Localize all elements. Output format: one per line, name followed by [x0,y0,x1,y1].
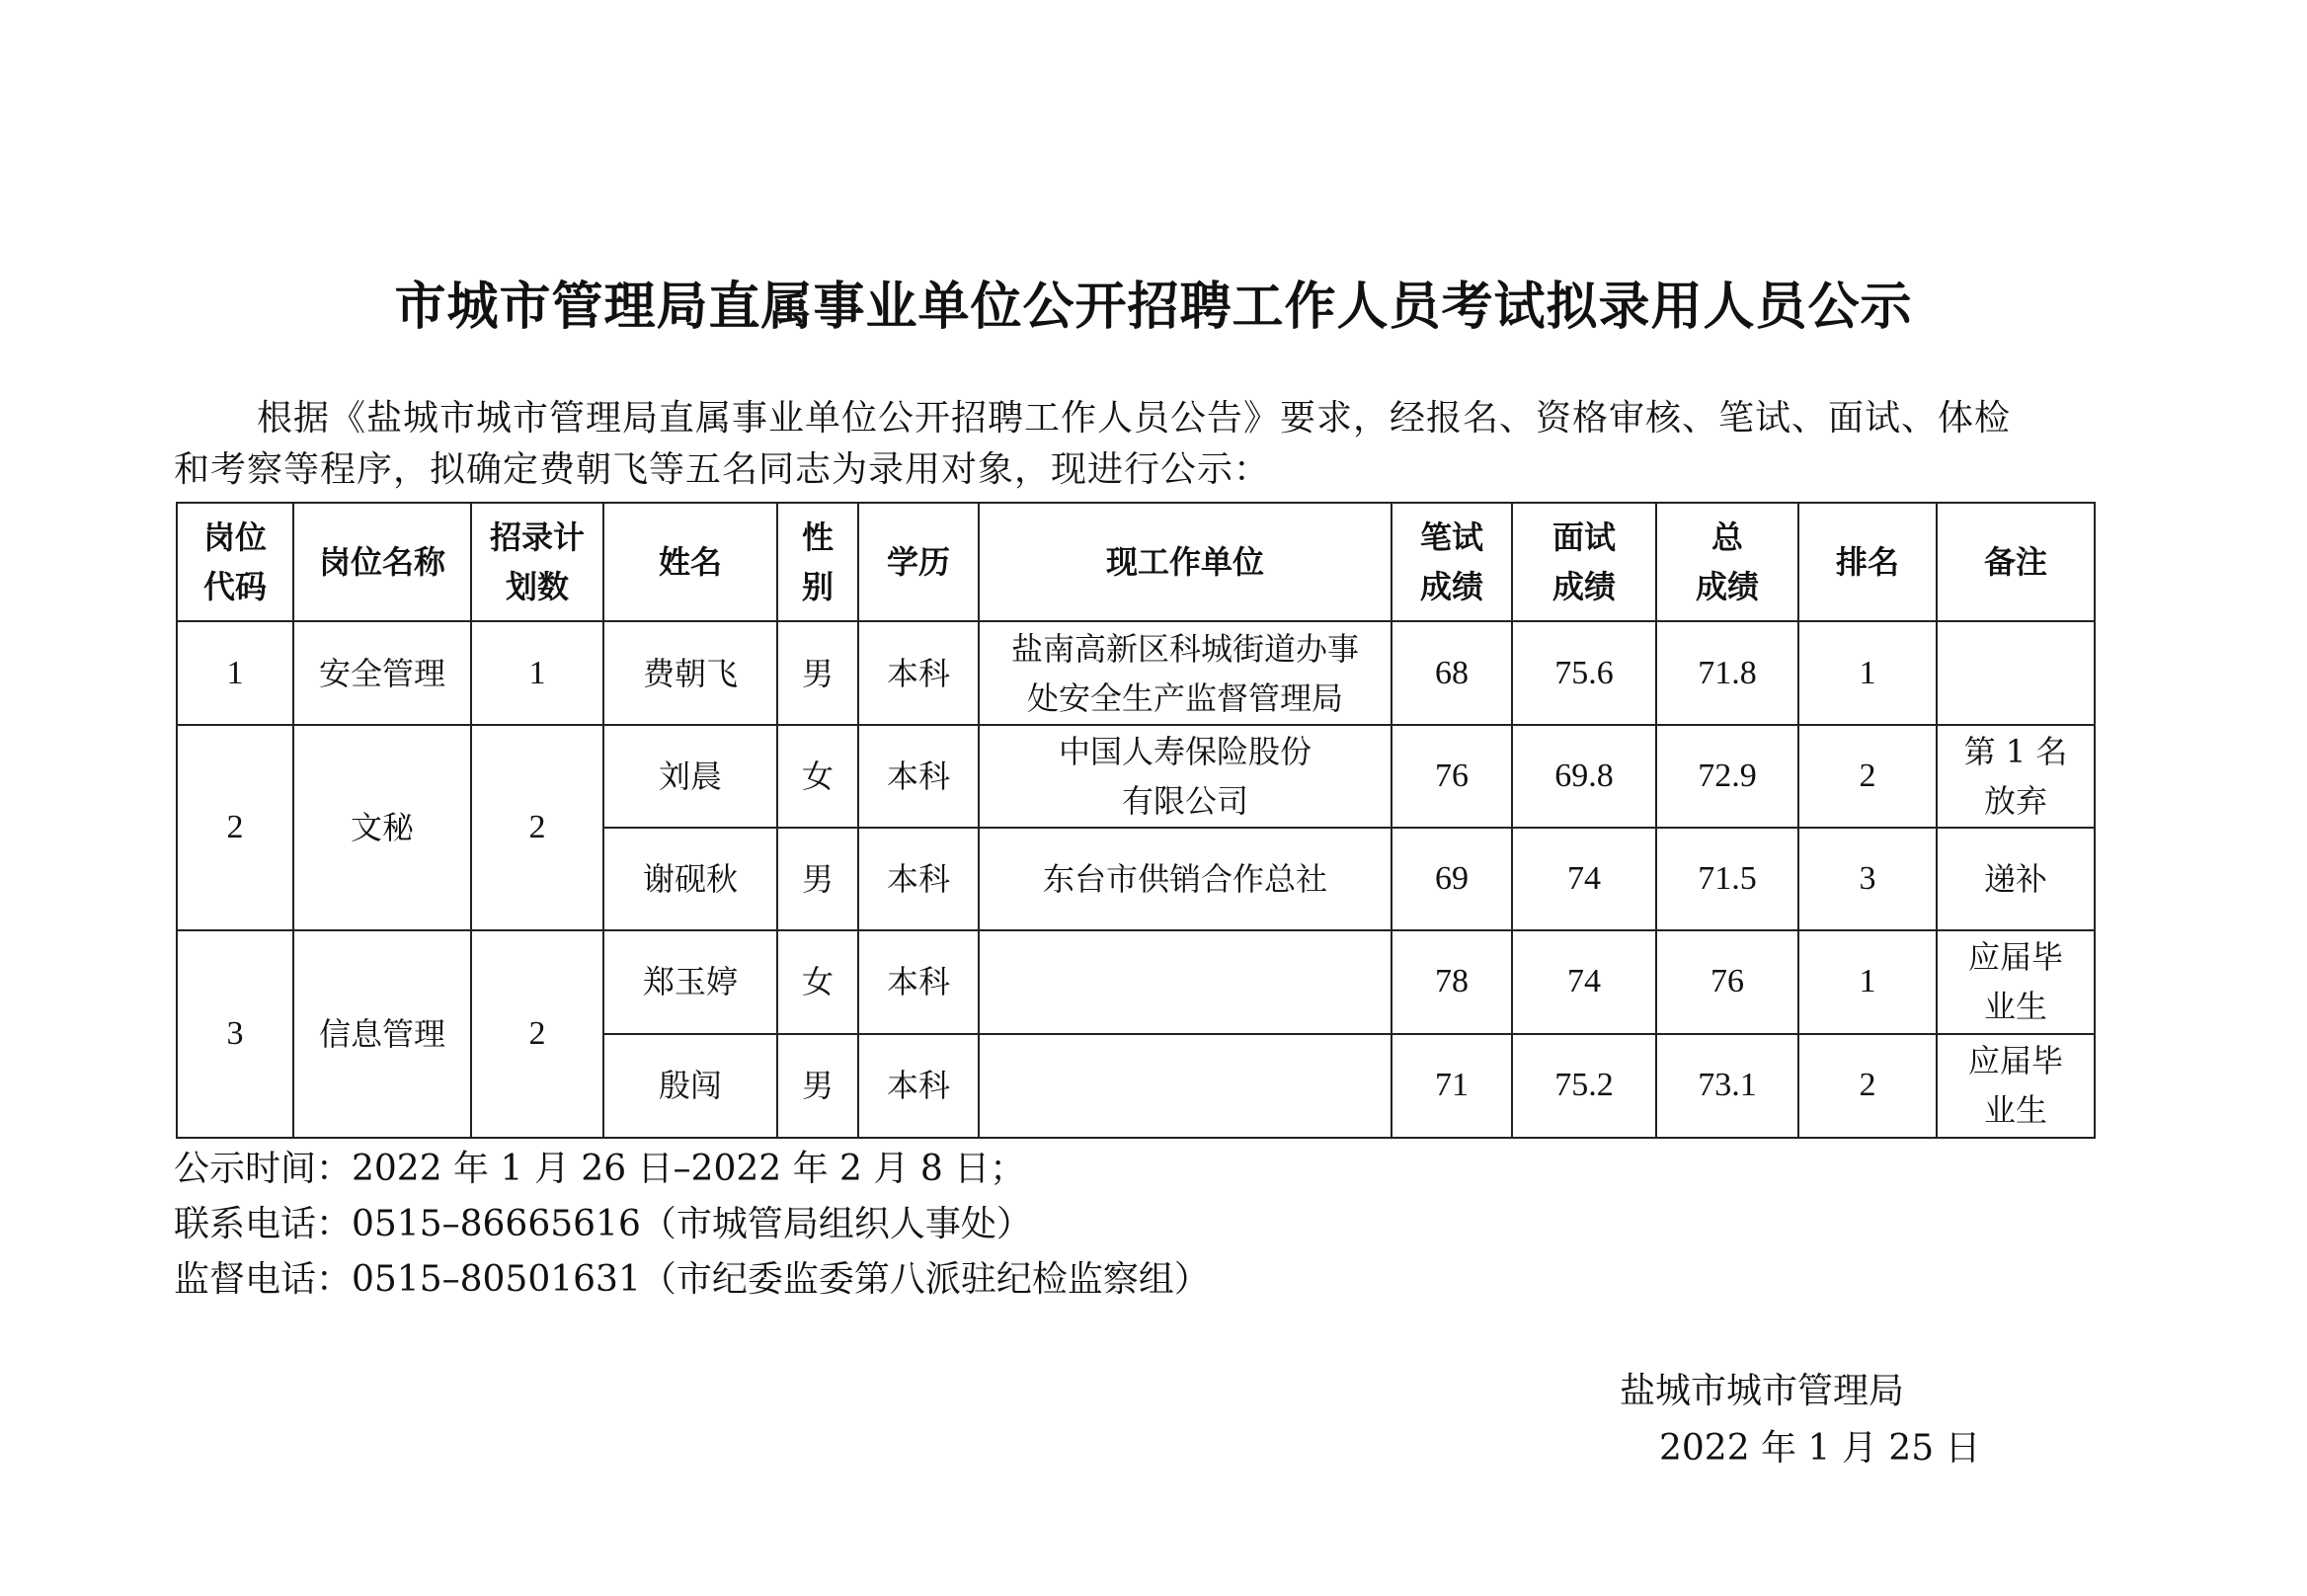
education-cell: 本科 [858,621,979,724]
header-written-score: 笔试 成绩 [1392,503,1512,621]
footer-info [174,1142,1210,1308]
note-cell [1937,621,2095,724]
post-name-cell: 文秘 [293,725,471,931]
rank-cell: 3 [1798,828,1937,930]
publicity-period: 公示时间：2022 年 1 月 26 日–2022 年 2 月 8 日； [174,1149,1026,1189]
rank-cell: 1 [1798,621,1937,724]
interview-score-cell: 74 [1512,828,1656,930]
header-education: 学历 [858,503,979,621]
post-name-cell: 安全管理 [293,621,471,724]
header-rank: 排名 [1798,503,1937,621]
employer-cell [979,930,1392,1033]
header-note: 备注 [1937,503,2095,621]
interview-score-cell: 75.2 [1512,1034,1656,1138]
interview-score-cell: 69.8 [1512,725,1656,828]
gender-cell: 女 [777,930,858,1033]
note-cell: 递补 [1937,828,2095,930]
header-plan-count: 招录计 划数 [471,503,603,621]
gender-cell: 男 [777,621,858,724]
gender-cell: 女 [777,725,858,828]
total-score-cell: 71.5 [1656,828,1798,930]
header-gender: 性 别 [777,503,858,621]
header-name: 姓名 [603,503,777,621]
written-score-cell: 68 [1392,621,1512,724]
plan-count-cell: 1 [471,621,603,724]
gender-cell: 男 [777,1034,858,1138]
note-cell: 应届毕 业生 [1937,930,2095,1033]
education-cell: 本科 [858,930,979,1033]
issue-date: 2022 年 1 月 25 日 [1659,1428,1981,1469]
post-code-cell: 1 [177,621,293,724]
intro-line-1: 根据《盐城市城市管理局直属事业单位公开招聘工作人员公告》要求，经报名、资格审核、笔试、面试、体检 [257,398,2012,439]
supervision-phone: 监督电话：0515–80501631（市纪委监委第八派驻纪检监察组） [174,1259,1210,1300]
table-row [177,725,2095,828]
employer-cell: 盐南高新区科城街道办事 处安全生产监督管理局 [979,621,1392,724]
name-cell: 殷闯 [603,1034,777,1138]
note-cell: 第 1 名 放弃 [1937,725,2095,828]
table-header-row [177,503,2095,621]
issuing-organization: 盐城市城市管理局 [1620,1371,1905,1411]
header-employer: 现工作单位 [979,503,1392,621]
header-post-name: 岗位名称 [293,503,471,621]
table-row [177,930,2095,1033]
document-title: 市城市管理局直属事业单位公开招聘工作人员考试拟录用人员公示 [394,278,1913,337]
total-score-cell: 76 [1656,930,1798,1033]
education-cell: 本科 [858,725,979,828]
written-score-cell: 69 [1392,828,1512,930]
name-cell: 谢砚秋 [603,828,777,930]
gender-cell: 男 [777,828,858,930]
written-score-cell: 78 [1392,930,1512,1033]
employer-cell: 东台市供销合作总社 [979,828,1392,930]
written-score-cell: 76 [1392,725,1512,828]
post-code-cell: 2 [177,725,293,931]
total-score-cell: 73.1 [1656,1034,1798,1138]
written-score-cell: 71 [1392,1034,1512,1138]
header-interview-score: 面试 成绩 [1512,503,1656,621]
name-cell: 郑玉婷 [603,930,777,1033]
note-cell: 应届毕 业生 [1937,1034,2095,1138]
signature-block [1620,1363,1981,1477]
post-code-cell: 3 [177,930,293,1138]
plan-count-cell: 2 [471,725,603,931]
candidates-table [176,502,2096,1139]
education-cell: 本科 [858,828,979,930]
rank-cell: 2 [1798,725,1937,828]
name-cell: 刘晨 [603,725,777,828]
total-score-cell: 72.9 [1656,725,1798,828]
plan-count-cell: 2 [471,930,603,1138]
rank-cell: 1 [1798,930,1937,1033]
employer-cell [979,1034,1392,1138]
name-cell: 费朝飞 [603,621,777,724]
intro-line-2: 和考察等程序，拟确定费朝飞等五名同志为录用对象，现进行公示： [174,449,1271,490]
post-name-cell: 信息管理 [293,930,471,1138]
education-cell: 本科 [858,1034,979,1138]
header-total-score: 总 成绩 [1656,503,1798,621]
header-post-code: 岗位 代码 [177,503,293,621]
intro-paragraph [174,393,2139,496]
employer-cell: 中国人寿保险股份 有限公司 [979,725,1392,828]
contact-phone: 联系电话：0515–86665616（市城管局组织人事处） [174,1204,1032,1244]
interview-score-cell: 75.6 [1512,621,1656,724]
total-score-cell: 71.8 [1656,621,1798,724]
interview-score-cell: 74 [1512,930,1656,1033]
rank-cell: 2 [1798,1034,1937,1138]
table-row [177,621,2095,724]
